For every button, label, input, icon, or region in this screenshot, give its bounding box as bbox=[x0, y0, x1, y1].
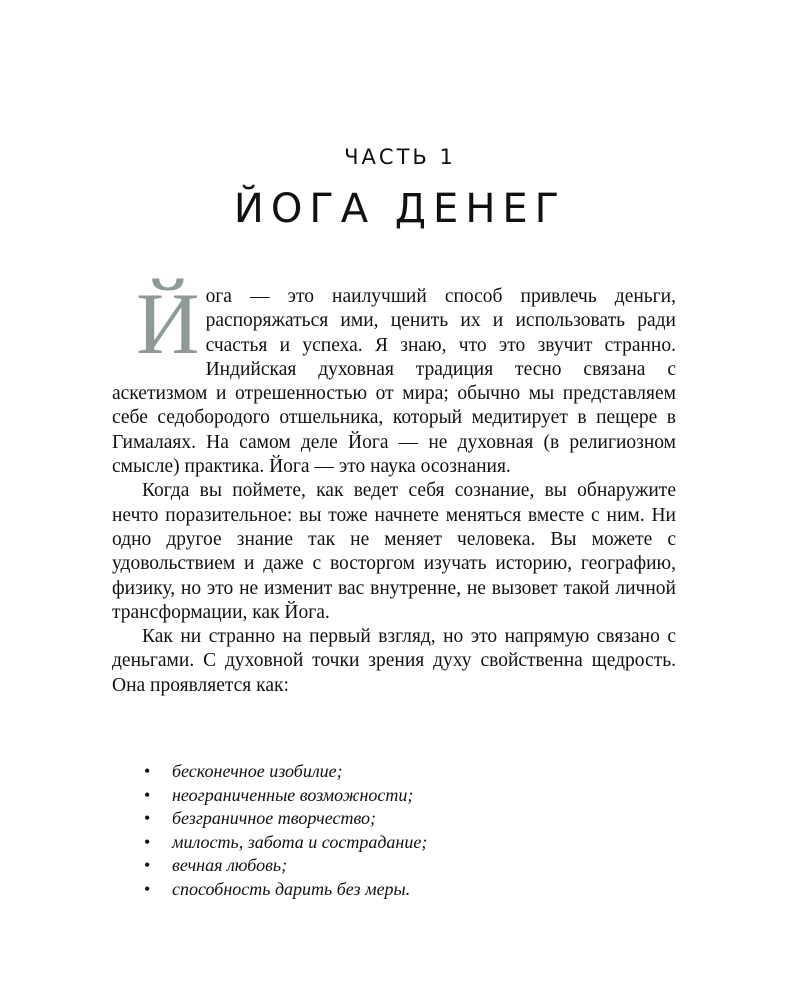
bullet-icon: • bbox=[144, 878, 151, 899]
drop-cap: Й bbox=[136, 276, 200, 373]
bullet-list bbox=[140, 760, 427, 902]
list-item bbox=[140, 807, 427, 831]
paragraph-1-text: ога — это наилучший способ привлечь деньги, распоряжаться ими, ценить их и использовать ради счастья и успеха. Я знаю, что это звучит странно. Индийская духовная традиция тесно связана с аскетизмом и отрешенностью от мира; обычно мы представляем себе седобородого отшельника, который медитирует в пещере в Гималаях. На самом деле Йога — не духовная (в религиозном смысле) практика. Йога — это наука осознания. bbox=[112, 286, 676, 478]
bullet-icon: • bbox=[144, 808, 151, 829]
bullet-icon: • bbox=[144, 855, 151, 876]
bullet-icon: • bbox=[144, 831, 151, 852]
paragraph-2: Когда вы поймете, как ведет себя сознание, вы обнаружите нечто поразительное: вы тоже начнете меняться вместе с ним. Ни одно другое знание так не меняет человека. Вы можете с удовольствием и даже с восторгом изучать историю, географию, физику, но это не изменит вас внутренне, не вызовет такой личной трансформации, как Йога. bbox=[112, 480, 676, 623]
list-item-text: неограниченные возможности; bbox=[172, 784, 414, 805]
list-item-text: вечная любовь; bbox=[172, 855, 288, 876]
list-item bbox=[140, 878, 427, 902]
chapter-title: ЙОГА ДЕНЕГ bbox=[233, 186, 567, 232]
list-item-text: бесконечное изобилие; bbox=[172, 761, 343, 781]
list-item-text: способность дарить без меры. bbox=[172, 878, 411, 899]
body-text bbox=[112, 276, 676, 698]
bullet-icon: • bbox=[144, 784, 151, 805]
list-item bbox=[140, 831, 427, 855]
list-item bbox=[140, 854, 427, 878]
list-item bbox=[140, 760, 427, 784]
paragraph-1 bbox=[112, 276, 676, 479]
paragraph-3: Как ни странно на первый взгляд, но это напрямую связано с деньгами. С духовной точки зрения духу свойственна щедрость. Она проявляется как: bbox=[112, 626, 676, 696]
list-item-text: безграничное творчество; bbox=[172, 808, 377, 829]
bullet-icon: • bbox=[144, 761, 151, 781]
part-label: ЧАСТЬ 1 bbox=[344, 145, 456, 169]
list-item-text: милость, забота и сострадание; bbox=[172, 831, 428, 852]
list-item bbox=[140, 784, 427, 808]
